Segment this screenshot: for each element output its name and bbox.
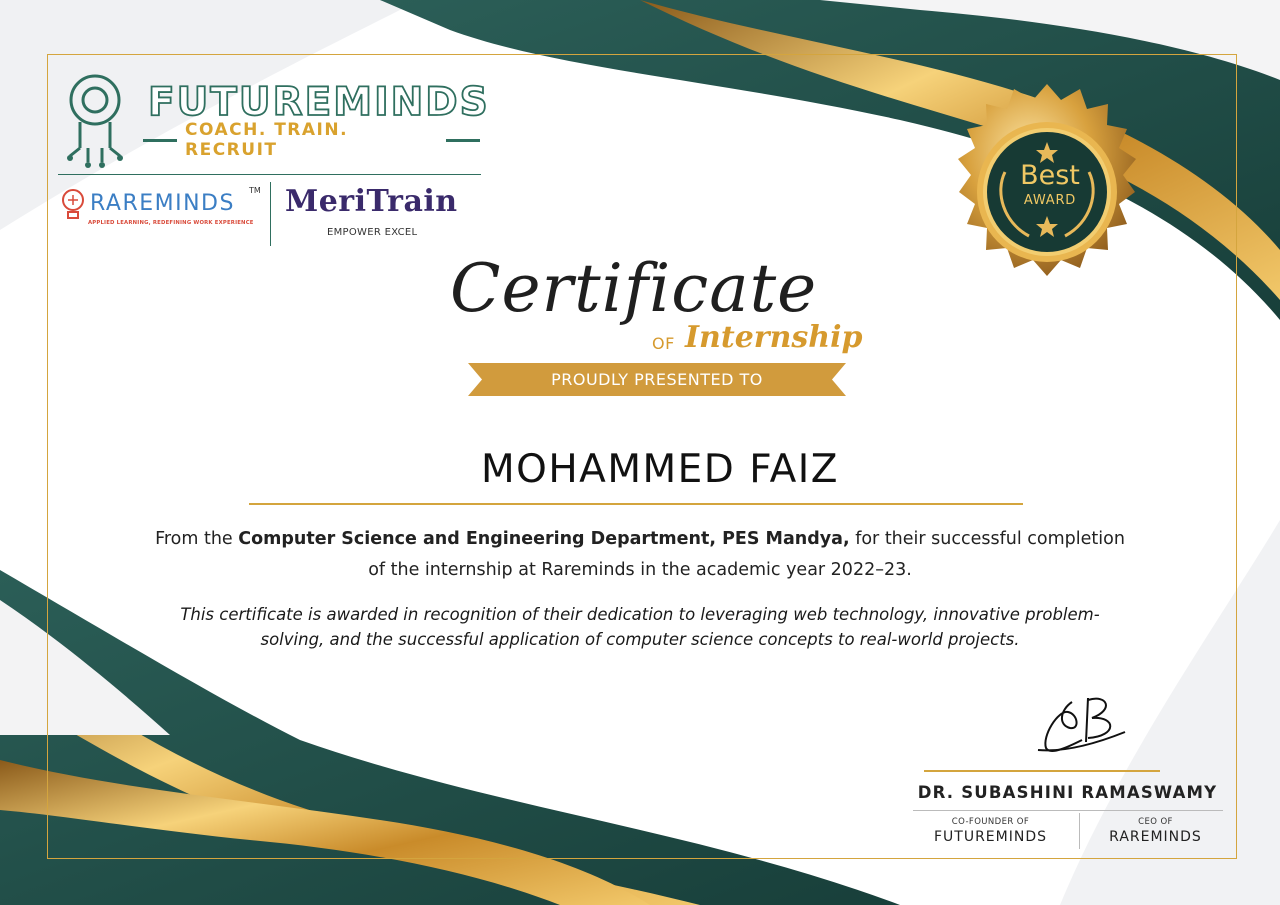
- role-futureminds: [913, 811, 1068, 845]
- signatory-name: DR. SUBASHINI RAMASWAMY: [917, 783, 1218, 802]
- certificate-title: Certificate: [450, 250, 818, 327]
- rareminds-bulb-icon: [60, 188, 86, 224]
- body-suffix: for their successful completion of the internship at Rareminds in the academic year 2022–23.: [368, 529, 1125, 580]
- signature: [1030, 690, 1140, 760]
- role1-org: FUTUREMINDS: [933, 829, 1048, 845]
- rareminds-logo-text: RAREMINDS: [90, 191, 235, 216]
- badge-award: AWARD: [1023, 193, 1077, 208]
- recipient-name: MOHAMMED FAIZ: [481, 447, 839, 492]
- signature-line: [924, 770, 1160, 772]
- role1-label: CO-FOUNDER OF: [951, 817, 1030, 827]
- recognition-text: This certificate is awarded in recognition of their dedication to leveraging web technology, innovative problem-solving, and the successful application of computer science concepts to real-world projects.: [180, 605, 1100, 649]
- brand-name: FUTUREMINDS: [148, 80, 490, 125]
- brand-tagline-text: COACH. TRAIN. RECRUIT: [185, 120, 349, 160]
- logo-divider: [58, 174, 481, 175]
- badge-best: Best: [1020, 160, 1080, 191]
- recipient-underline: [249, 503, 1023, 505]
- body-department: Computer Science and Engineering Department, PES Mandya,: [238, 529, 850, 549]
- role2-label: CEO OF: [1138, 817, 1173, 827]
- brand-tagline: [143, 120, 480, 160]
- signatory-roles: [913, 810, 1223, 859]
- body-prefix: From the: [155, 529, 239, 549]
- title-of: OF: [652, 334, 675, 353]
- meritrain-tagline: EMPOWER EXCEL: [327, 227, 418, 238]
- rareminds-tagline: APPLIED LEARNING, REDEFINING WORK EXPERIENCE: [88, 220, 254, 226]
- partner-divider: [270, 182, 271, 246]
- presented-to-label: PROUDLY PRESENTED TO: [551, 370, 763, 389]
- role2-org: RAREMINDS: [1109, 829, 1202, 845]
- meritrain-logo-text: MeriTrain: [285, 184, 458, 219]
- certificate-subtitle: Internship: [685, 320, 863, 355]
- certificate-body: [150, 524, 1130, 586]
- role-rareminds: [1078, 811, 1233, 845]
- rareminds-trademark: TM: [249, 186, 261, 195]
